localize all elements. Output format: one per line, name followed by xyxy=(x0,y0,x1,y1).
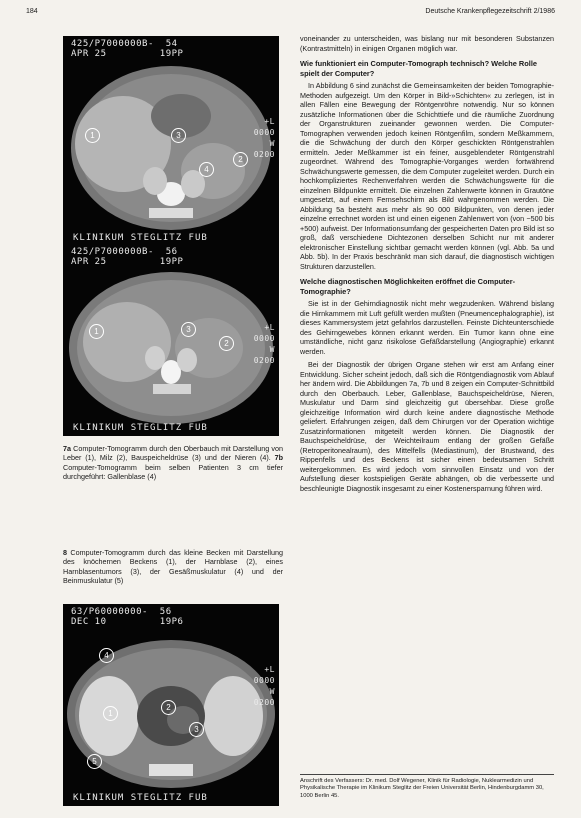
author-address: Anschrift des Verfassers: Dr. med. Dolf Wegener, Klinik für Radiologie, Nuklearmedizin und Physikalische Therapie im Klinikum Steglitz der Freien Universität Berlin, Hindenburgdamm 30, 1000 Berlin 45. xyxy=(300,774,554,800)
ct-side-line: 0000 xyxy=(253,128,275,137)
ct-image-7a xyxy=(63,36,279,246)
ct-side-line: 0000 xyxy=(253,676,275,685)
ct-side-line: W xyxy=(269,139,275,148)
ct-image-8 xyxy=(63,604,279,806)
ct-header-line2: DEC 10 19P6 xyxy=(71,617,184,627)
ct-marker: 2 xyxy=(161,700,176,715)
ct-side-line: +L xyxy=(264,665,275,674)
ct-marker: 4 xyxy=(99,648,114,663)
ct-marker: 1 xyxy=(89,324,104,339)
ct-scan-drawing xyxy=(63,244,279,436)
ct-side-line: +L xyxy=(264,117,275,126)
ct-marker: 3 xyxy=(181,322,196,337)
journal-title: Deutsche Krankenpflegezeitschrift 2/1986 xyxy=(425,8,555,15)
article-heading-2: Welche diagnostischen Möglichkeiten eröffnet die Computer-Tomographie? xyxy=(300,277,516,296)
article-column xyxy=(300,34,554,497)
ct-side-line: +L xyxy=(264,323,275,332)
caption-text: Computer-Tomogramm durch das kleine Becken mit Darstellung des knöchernen Beckens (1), der Harnblase (2), eines Harnblasentumors (3), der Gesäßmuskulatur (4) und der Beinmuskulatur (5) xyxy=(63,548,283,586)
caption-label: 7a xyxy=(63,444,71,453)
article-paragraph: In Abbildung 6 sind zunächst die Gemeinsamkeiten der beiden Tomographie-Methoden aufgezeigt. Um den Körper in Bild-»Schichten« zu zerlegen, ist in allen Fällen eine Bewegung der Röntgenröhre notwendig. Nur so können zusätzliche Informationen über die Schichttiefe und die räumliche Zuordnung der Organstrukturen zueinander gewonnen werden. Die Computer-Tomographen verwenden jedoch keinen Röntgenfilm, sondern Meßkammern, die die Schwächung der durch den Körper geschickten Röntgenstrahlen ermitteln. Jeder Meßkammer ist ein feiner, ausgeblendeter Röntgenstrahl zugeordnet. Während des Tomographie-Vorganges werden fortwährend Schwächungswerte gemessen, die dem Computer zugeleitet werden. Durch ein hochkompliziertes Rechenverfahren werden die Schwächungswerte für die einzelnen Bildpunkte ermittelt. Die einzelnen Zahlenwerte können in Grautöne umgesetzt, auf einem Fernsehschirm als Bild wahrgenommen werden. Die Abbildung 5a besteht aus mehr als 90 000 Bildpunkten, von denen jeder einzelne errechnet worden ist und einen eigenen Zahlenwert von (von −500 bis +500) aufweist. Der Informationsumfang der gespeicherten Daten pro Bild ist so groß, daß verschiedene Dichtezonen derselben Schicht nur mit anderer elektronischer Einstellung sichtbar gemacht werden können (vgl. Abb. 5a und Abb. 5b). In der Praxis beschränkt man sich darauf, die diagnostisch wichtigen Strukturen darzustellen. xyxy=(300,81,554,271)
article-paragraph: Bei der Diagnostik der übrigen Organe stehen wir erst am Anfang einer Entwicklung. Sicher scheint jedoch, daß sich die Röntgendiagnostik vom Ablauf her ändern wird. Die Abbildungen 7a, 7b und 8 zeigen ein Computer-Schnittbild durch den Oberbauch. Leber, Gallenblase, Bauchspeicheldrüse, Nieren, Muskulatur und Darm sind gleichzeitig gut übersehbar. Diese große gleichzeitige Information wird durch keine andere diagnostische Methode geliefert. Erfahrungen zeigen, daß dem Chirurgen vor der Operation wichtige Zusatzinformationen mitgeteilt werden können. Die Diagnostik der Bauchspeicheldrüse, der Weichteilraum entlang der großen Gefäße (Retroperitonealraum), des Mittelfells (Mediastinum), der Brustwand, des Rippenfells und des Beckens ist sicher einen bedeutsamen Schritt weitergekommen. Es wird jedoch vom sinnvollen Einsatz und von der Aufstellung dieser kostspieligen Geräte abhängen, ob die verbesserte und beschleunigte Diagnostik insgesamt zu einer Kostenersparnung führen wird. xyxy=(300,360,554,493)
caption-fig8 xyxy=(63,548,283,586)
caption-label: 8 xyxy=(63,548,67,557)
ct-footer: KLINIKUM STEGLITZ FUB xyxy=(73,793,208,803)
ct-marker: 5 xyxy=(87,754,102,769)
caption-fig7 xyxy=(63,444,283,482)
caption-text: Computer-Tomogramm beim selben Patienten 3 cm tiefer durchgeführt: Gallenblase (4) xyxy=(63,462,283,482)
ct-header-line1: 425/P7000000B- 54 xyxy=(71,39,178,49)
ct-marker: 3 xyxy=(189,722,204,737)
article-intro: voneinander zu unterscheiden, was bislang nur mit besonderen Substanzen (Kontrastmitteln) in einigen Organen möglich war. xyxy=(300,34,554,53)
ct-marker: 1 xyxy=(103,706,118,721)
page-number: 184 xyxy=(26,8,38,15)
ct-image-7b xyxy=(63,244,279,436)
caption-label: 7b xyxy=(274,453,284,463)
ct-side-line: 0200 xyxy=(253,356,275,365)
article-heading-1: Wie funktioniert ein Computer-Tomograph technisch? Welche Rolle spielt der Computer? xyxy=(300,59,537,78)
ct-header-line2: APR 25 19PP xyxy=(71,257,184,267)
ct-header-line1: 425/P7000000B- 56 xyxy=(71,247,178,257)
ct-side-line: 0200 xyxy=(253,150,275,159)
ct-side-line: 0000 xyxy=(253,334,275,343)
ct-side-line: W xyxy=(269,687,275,696)
ct-marker: 4 xyxy=(199,162,214,177)
ct-marker: 2 xyxy=(233,152,248,167)
ct-footer: KLINIKUM STEGLITZ FUB xyxy=(73,233,208,243)
article-paragraph: Sie ist in der Gehirndiagnostik nicht mehr wegzudenken. Während bislang die Hirnkammern mit Luft gefüllt werden mußten (Pneumencephalographie), ist dieses Kammersystem jetzt gefahrlos darzustellen. Feinste Dichteunterschiede des Gehirngewebes können erkannt werden. Ein Tumor kann ohne eine umständliche, nicht ganz risikolose Gefäßdarstellung (Angiographie) erkannt werden. xyxy=(300,299,554,356)
ct-header-line2: APR 25 19PP xyxy=(71,49,184,59)
ct-marker: 1 xyxy=(85,128,100,143)
ct-side-line: 0200 xyxy=(253,698,275,707)
caption-text: Computer-Tomogramm durch den Oberbauch mit Darstellung von Leber (1), Milz (2), Bauspeicheldrüse (3) und der Nieren (4). xyxy=(63,444,283,463)
ct-header-line1: 63/P60000000- 56 xyxy=(71,607,172,617)
ct-marker: 3 xyxy=(171,128,186,143)
ct-side-line: W xyxy=(269,345,275,354)
ct-marker: 2 xyxy=(219,336,234,351)
ct-footer: KLINIKUM STEGLITZ FUB xyxy=(73,423,208,433)
